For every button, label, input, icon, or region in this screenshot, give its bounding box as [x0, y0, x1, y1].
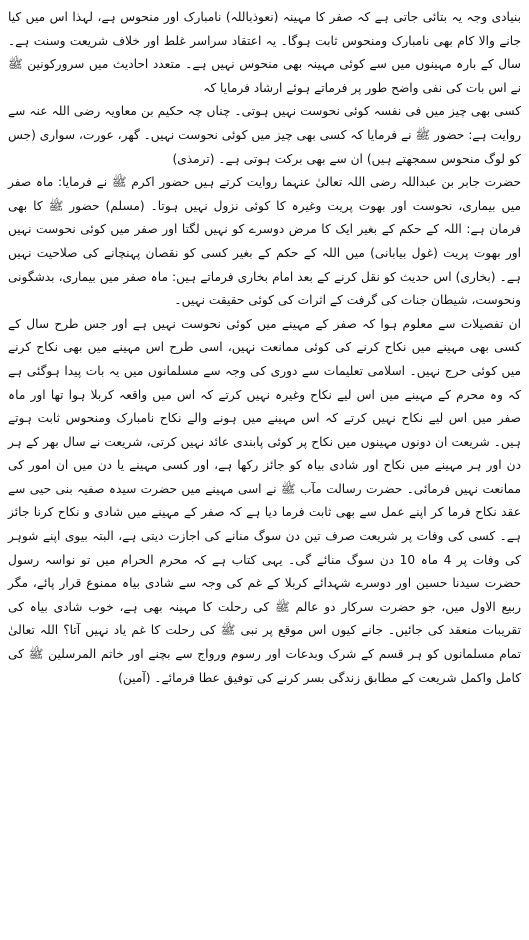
paragraph-intro: بنیادی وجہ یہ بتائی جاتی ہے کہ صفر کا مہینہ (نعوذباللہ) نامبارک اور منحوس ہے، لہذا اس میں کیا جانے والا کام بھی نامبارک ومنحوس ثابت ہوگا۔ یہ اعتقاد سراسر غلط اور خلاف شریعت وسنت ہے۔ سال کے بارہ مہینوں میں سے کوئی مہینہ بھی منحوس نہیں ہے۔ متعدد احادیث میں سرورکونین ﷺ نے اس بات کی نفی واضح طور پر فرماتے ہوئے ارشاد فرمایا کہ	[8, 10, 521, 95]
paragraph-hadith-jabir: حضرت جابر بن عبداللہ رضی اللہ تعالیٰ عنہما روایت کرتے ہیں حضور اکرم ﷺ نے فرمایا: ماہ صفر میں بیماری، نحوست اور بھوت پریت وغیرہ کا کوئی نزول نہیں ہوتا۔ (مسلم) حضور ﷺ کا بھی فرمان ہے: اللہ کے حکم کے بغیر ایک کا مرض دوسرے کو نہیں لگتا اور صفر میں کوئی نحوست نہیں اور بھوت پریت (غول بیابانی) میں اللہ کے حکم کے بغیر کسی کو نقصان پہنچانے کی صلاحیت نہیں ہے۔ (بخاری) اس حدیث کو نقل کرنے کے بعد امام بخاری فرماتے ہیں: ماہ صفر میں بیماری، بدشگونی ونحوست، شیطان جنات کی گرفت کے اثرات کی کوئی حقیقت نہیں۔	[8, 175, 521, 308]
paragraph-conclusion: ان تفصیلات سے معلوم ہوا کہ صفر کے مہینے میں کوئی نحوست نہیں ہے اور جس طرح سال کے کسی بھی مہینے میں نکاح کرنے کی کوئی ممانعت نہیں، اسی طرح اس مہینے میں بھی نکاح کرنے میں کوئی حرج نہیں۔ اسلامی تعلیمات سے دوری کی وجہ سے مسلمانوں میں یہ بات پیدا ہوگئی ہے کہ وہ محرم کے مہینے میں اس لیے نکاح وغیرہ نہیں کرتے کہ اس میں واقعہ کربلا ہوا تھا اور ماہ صفر میں اس لیے نکاح نہیں کرتے کہ اس مہینے میں ہونے والے نکاح نامبارک ومنحوس ثابت ہوتے ہیں۔ شریعت ان دونوں مہینوں میں نکاح پر کوئی پابندی عائد نہیں کرتی، شریعت نے سال بھر کے ہر دن اور ہر مہینے میں نکاح اور شادی بیاہ کو جائز رکھا ہے، اور کسی مہینے یا دن میں ان امور کی ممانعت نہیں فرمائی۔ حضرت رسالت مآب ﷺ نے اسی مہینے میں حضرت سیدہ صفیہ بنی حیی سے عقد نکاح فرما کر اپنے عمل سے بھی ثابت فرما دیا ہے کہ صفر کے مہینے میں شادی و نکاح کرنا جائز ہے۔ کسی کی وفات پر شریعت صرف تین دن سوگ منانے کی اجازت دیتی ہے، البتہ بیوی اپنے شوہر کی وفات پر 4 ماہ 10 دن سوگ منائے گی۔ یہی کتاب ہے کہ محرم الحرام میں تو نواسہ رسول حضرت سیدنا حسین اور دوسرے شہدائے کربلا کے غم کی وجہ سے شادی بیاہ ممنوع قرار پائے، مگر ربیع الاول میں، جو حضرت سرکار دو عالم ﷺ کی رحلت کا مہینہ بھی ہے، خوب شادی بیاہ کی تقریبات منعقد کی جائیں۔ جانے کیوں اس موقع پر نبی ﷺ کی رحلت کا غم یاد نہیں آتا؟ اللہ تعالیٰ تمام مسلمانوں کو ہر قسم کے شرک وبدعات اور رسوم ورواج سے بچنے اور خاتم المرسلین ﷺ کی کامل واکمل شریعت کے مطابق زندگی بسر کرنے کی توفیق عطا فرمائے۔ (آمین)	[8, 316, 521, 685]
paragraph-hadith-tirmidhi: کسی بھی چیز میں فی نفسہ کوئی نحوست نہیں ہوتی۔ چناں چہ حکیم بن معاویہ رضی اللہ عنہ سے روایت ہے: حضور ﷺ نے فرمایا کہ کسی بھی چیز میں کوئی نحوست نہیں۔ گھر، عورت، سواری (جس کو لوگ منحوس سمجھتے ہیں) ان سے بھی برکت ہوتی ہے۔ (ترمذی)	[8, 104, 521, 166]
